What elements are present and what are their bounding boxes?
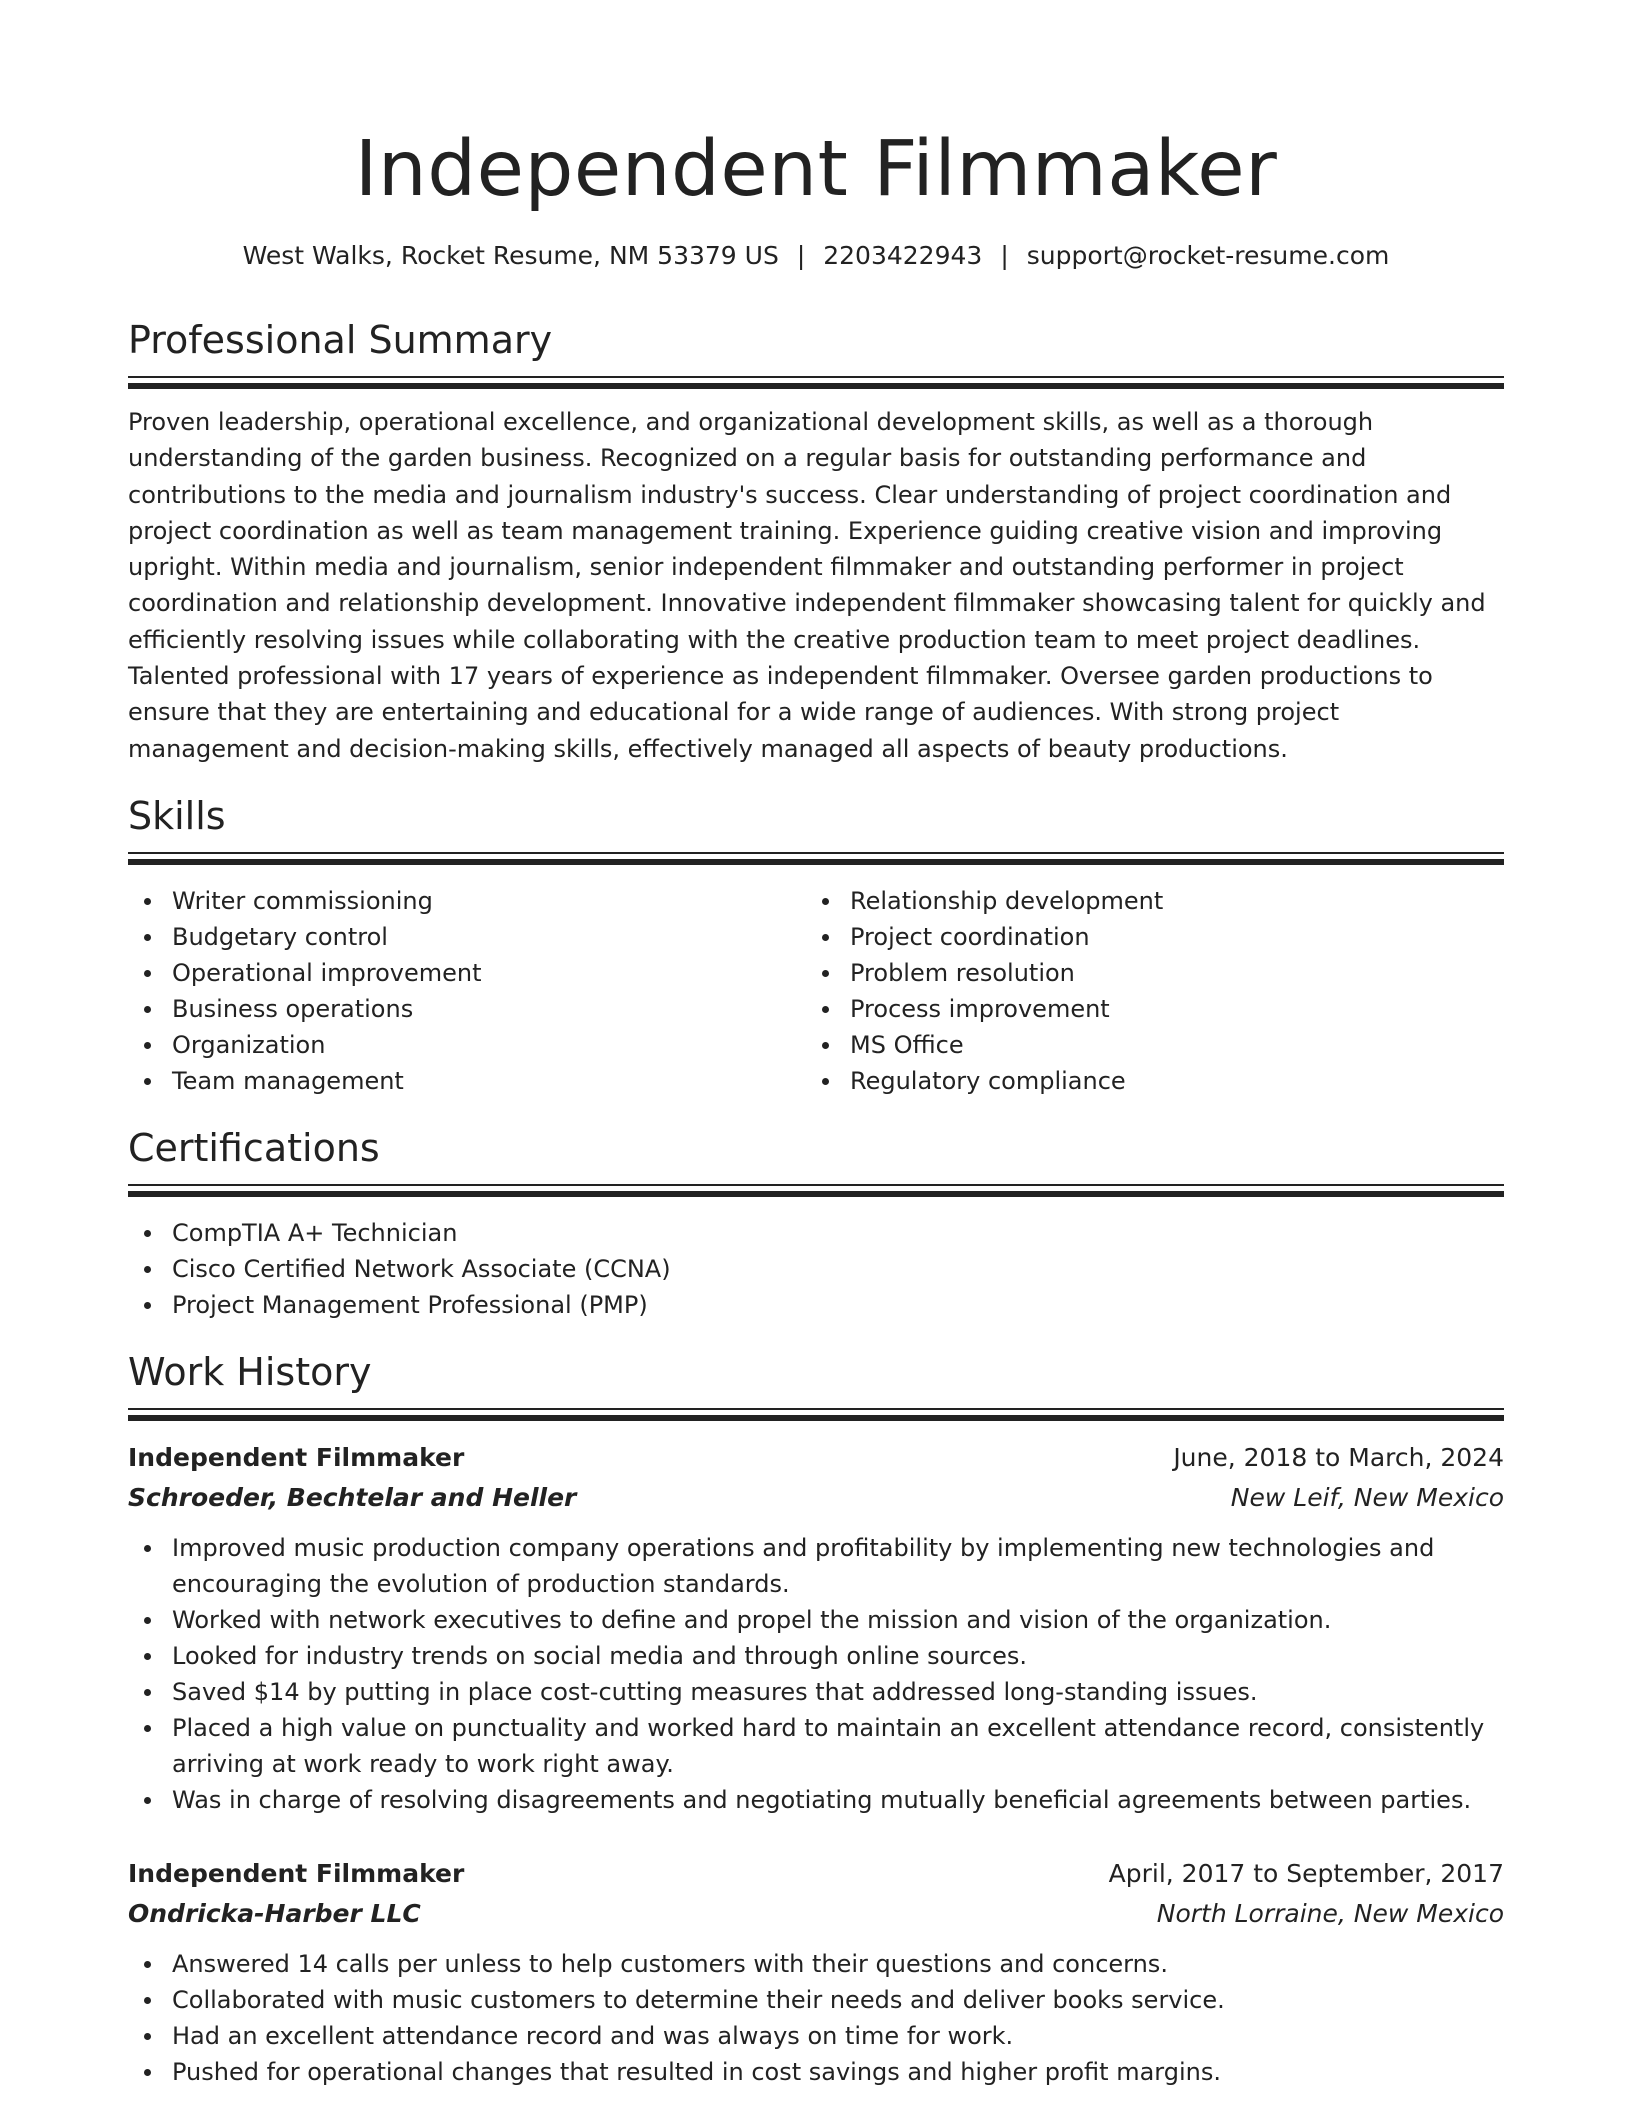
certifications-section xyxy=(128,1122,1504,1319)
job-subheader xyxy=(128,1894,1504,1934)
section-divider xyxy=(128,383,1504,389)
job-bullet-list xyxy=(128,1530,1504,1818)
skill-item: MS Office xyxy=(806,1027,1466,1063)
section-divider xyxy=(128,1408,1504,1410)
skill-item: Organization xyxy=(128,1027,788,1063)
job-bullet: Collaborated with music customers to determine their needs and deliver books service. xyxy=(128,1982,1504,2018)
section-divider xyxy=(128,376,1504,378)
skill-item: Writer commissioning xyxy=(128,883,788,919)
job-bullet: Looked for industry trends on social media and through online sources. xyxy=(128,1638,1504,1674)
contact-separator: | xyxy=(1000,241,1009,270)
job-dates: June, 2018 to March, 2024 xyxy=(1173,1443,1504,1472)
work-history-section xyxy=(128,1346,1504,2086)
job-company: Schroeder, Bechtelar and Heller xyxy=(128,1483,577,1512)
job-bullet: Pushed for operational changes that resulted in cost savings and higher profit margins. xyxy=(128,2054,1504,2090)
job-title: Independent Filmmaker xyxy=(128,1443,465,1472)
skill-item: Operational improvement xyxy=(128,955,788,991)
summary-section xyxy=(128,314,1504,763)
job-bullet: Saved $14 by putting in place cost-cutting measures that addressed long-standing issues. xyxy=(128,1674,1504,1710)
skills-section xyxy=(128,790,1504,1095)
skill-item: Relationship development xyxy=(806,883,1466,919)
certification-item: CompTIA A+ Technician xyxy=(128,1215,1504,1251)
certification-item: Project Management Professional (PMP) xyxy=(128,1287,1504,1323)
contact-line xyxy=(128,238,1504,274)
skill-item: Business operations xyxy=(128,991,788,1027)
contact-phone[interactable]: 2203422943 xyxy=(823,241,983,270)
job-title: Independent Filmmaker xyxy=(128,1859,465,1888)
job-location: North Lorraine, New Mexico xyxy=(1156,1899,1504,1928)
skill-item: Regulatory compliance xyxy=(806,1063,1466,1099)
skills-column-right xyxy=(806,883,1466,1099)
job-location: New Leif, New Mexico xyxy=(1230,1483,1504,1512)
section-title-work-history: Work History xyxy=(128,1350,372,1394)
candidate-name: Independent Filmmaker xyxy=(354,125,1278,214)
summary-text: Proven leadership, operational excellence, and organizational development skills, as well as a thorough understanding of the garden business. Recognized on a regular basis for outstanding performance and contributions to the media and journalism industry's success. Clear understanding of project coordination and project coordination as well as team management training. Experience guiding creative vision and improving upright. Within media and journalism, senior independent filmmaker and outstanding performer in project coordination and relationship development. Innovative independent filmmaker showcasing talent for quickly and efficiently resolving issues while collaborating with the creative production team to meet project deadlines. Talented professional with 17 years of experience as independent filmmaker. Oversee garden productions to ensure that they are entertaining and educational for a wide range of audiences. With strong project management and decision-making skills, effectively managed all aspects of beauty productions. xyxy=(128,408,1486,763)
job-bullet: Placed a high value on punctuality and worked hard to maintain an excellent attendance record, consistently arriving at work ready to work right away. xyxy=(128,1710,1504,1782)
job-company: Ondricka-Harber LLC xyxy=(128,1899,421,1928)
job-bullet: Was in charge of resolving disagreements and negotiating mutually beneficial agreements between parties. xyxy=(128,1782,1504,1818)
section-divider xyxy=(128,1415,1504,1421)
job-dates: April, 2017 to September, 2017 xyxy=(1108,1859,1504,1888)
section-divider xyxy=(128,1184,1504,1186)
skills-column-left xyxy=(128,883,788,1099)
job-bullet-list xyxy=(128,1946,1504,2090)
section-title-certifications: Certifications xyxy=(128,1126,380,1170)
contact-separator: | xyxy=(796,241,806,270)
contact-email[interactable]: support@rocket-resume.com xyxy=(1026,241,1390,270)
job-header xyxy=(128,1438,1504,1478)
job-bullet: Improved music production company operations and profitability by implementing new technologies and encouraging the evolution of production standards. xyxy=(128,1530,1504,1602)
section-divider xyxy=(128,1191,1504,1197)
certification-item: Cisco Certified Network Associate (CCNA) xyxy=(128,1251,1504,1287)
job-header xyxy=(128,1854,1504,1894)
skill-item: Process improvement xyxy=(806,991,1466,1027)
skill-item: Team management xyxy=(128,1063,788,1099)
section-divider xyxy=(128,852,1504,854)
job-bullet: Answered 14 calls per unless to help customers with their questions and concerns. xyxy=(128,1946,1504,1982)
job-bullet: Worked with network executives to define and propel the mission and vision of the organization. xyxy=(128,1602,1504,1638)
section-divider xyxy=(128,859,1504,865)
certifications-list xyxy=(128,1215,1504,1323)
job-subheader xyxy=(128,1478,1504,1518)
job-bullet: Had an excellent attendance record and was always on time for work. xyxy=(128,2018,1504,2054)
section-title-summary: Professional Summary xyxy=(128,318,553,362)
contact-address: West Walks, Rocket Resume, NM 53379 US xyxy=(242,241,779,270)
skill-item: Problem resolution xyxy=(806,955,1466,991)
skill-item: Project coordination xyxy=(806,919,1466,955)
section-title-skills: Skills xyxy=(128,794,226,838)
skill-item: Budgetary control xyxy=(128,919,788,955)
